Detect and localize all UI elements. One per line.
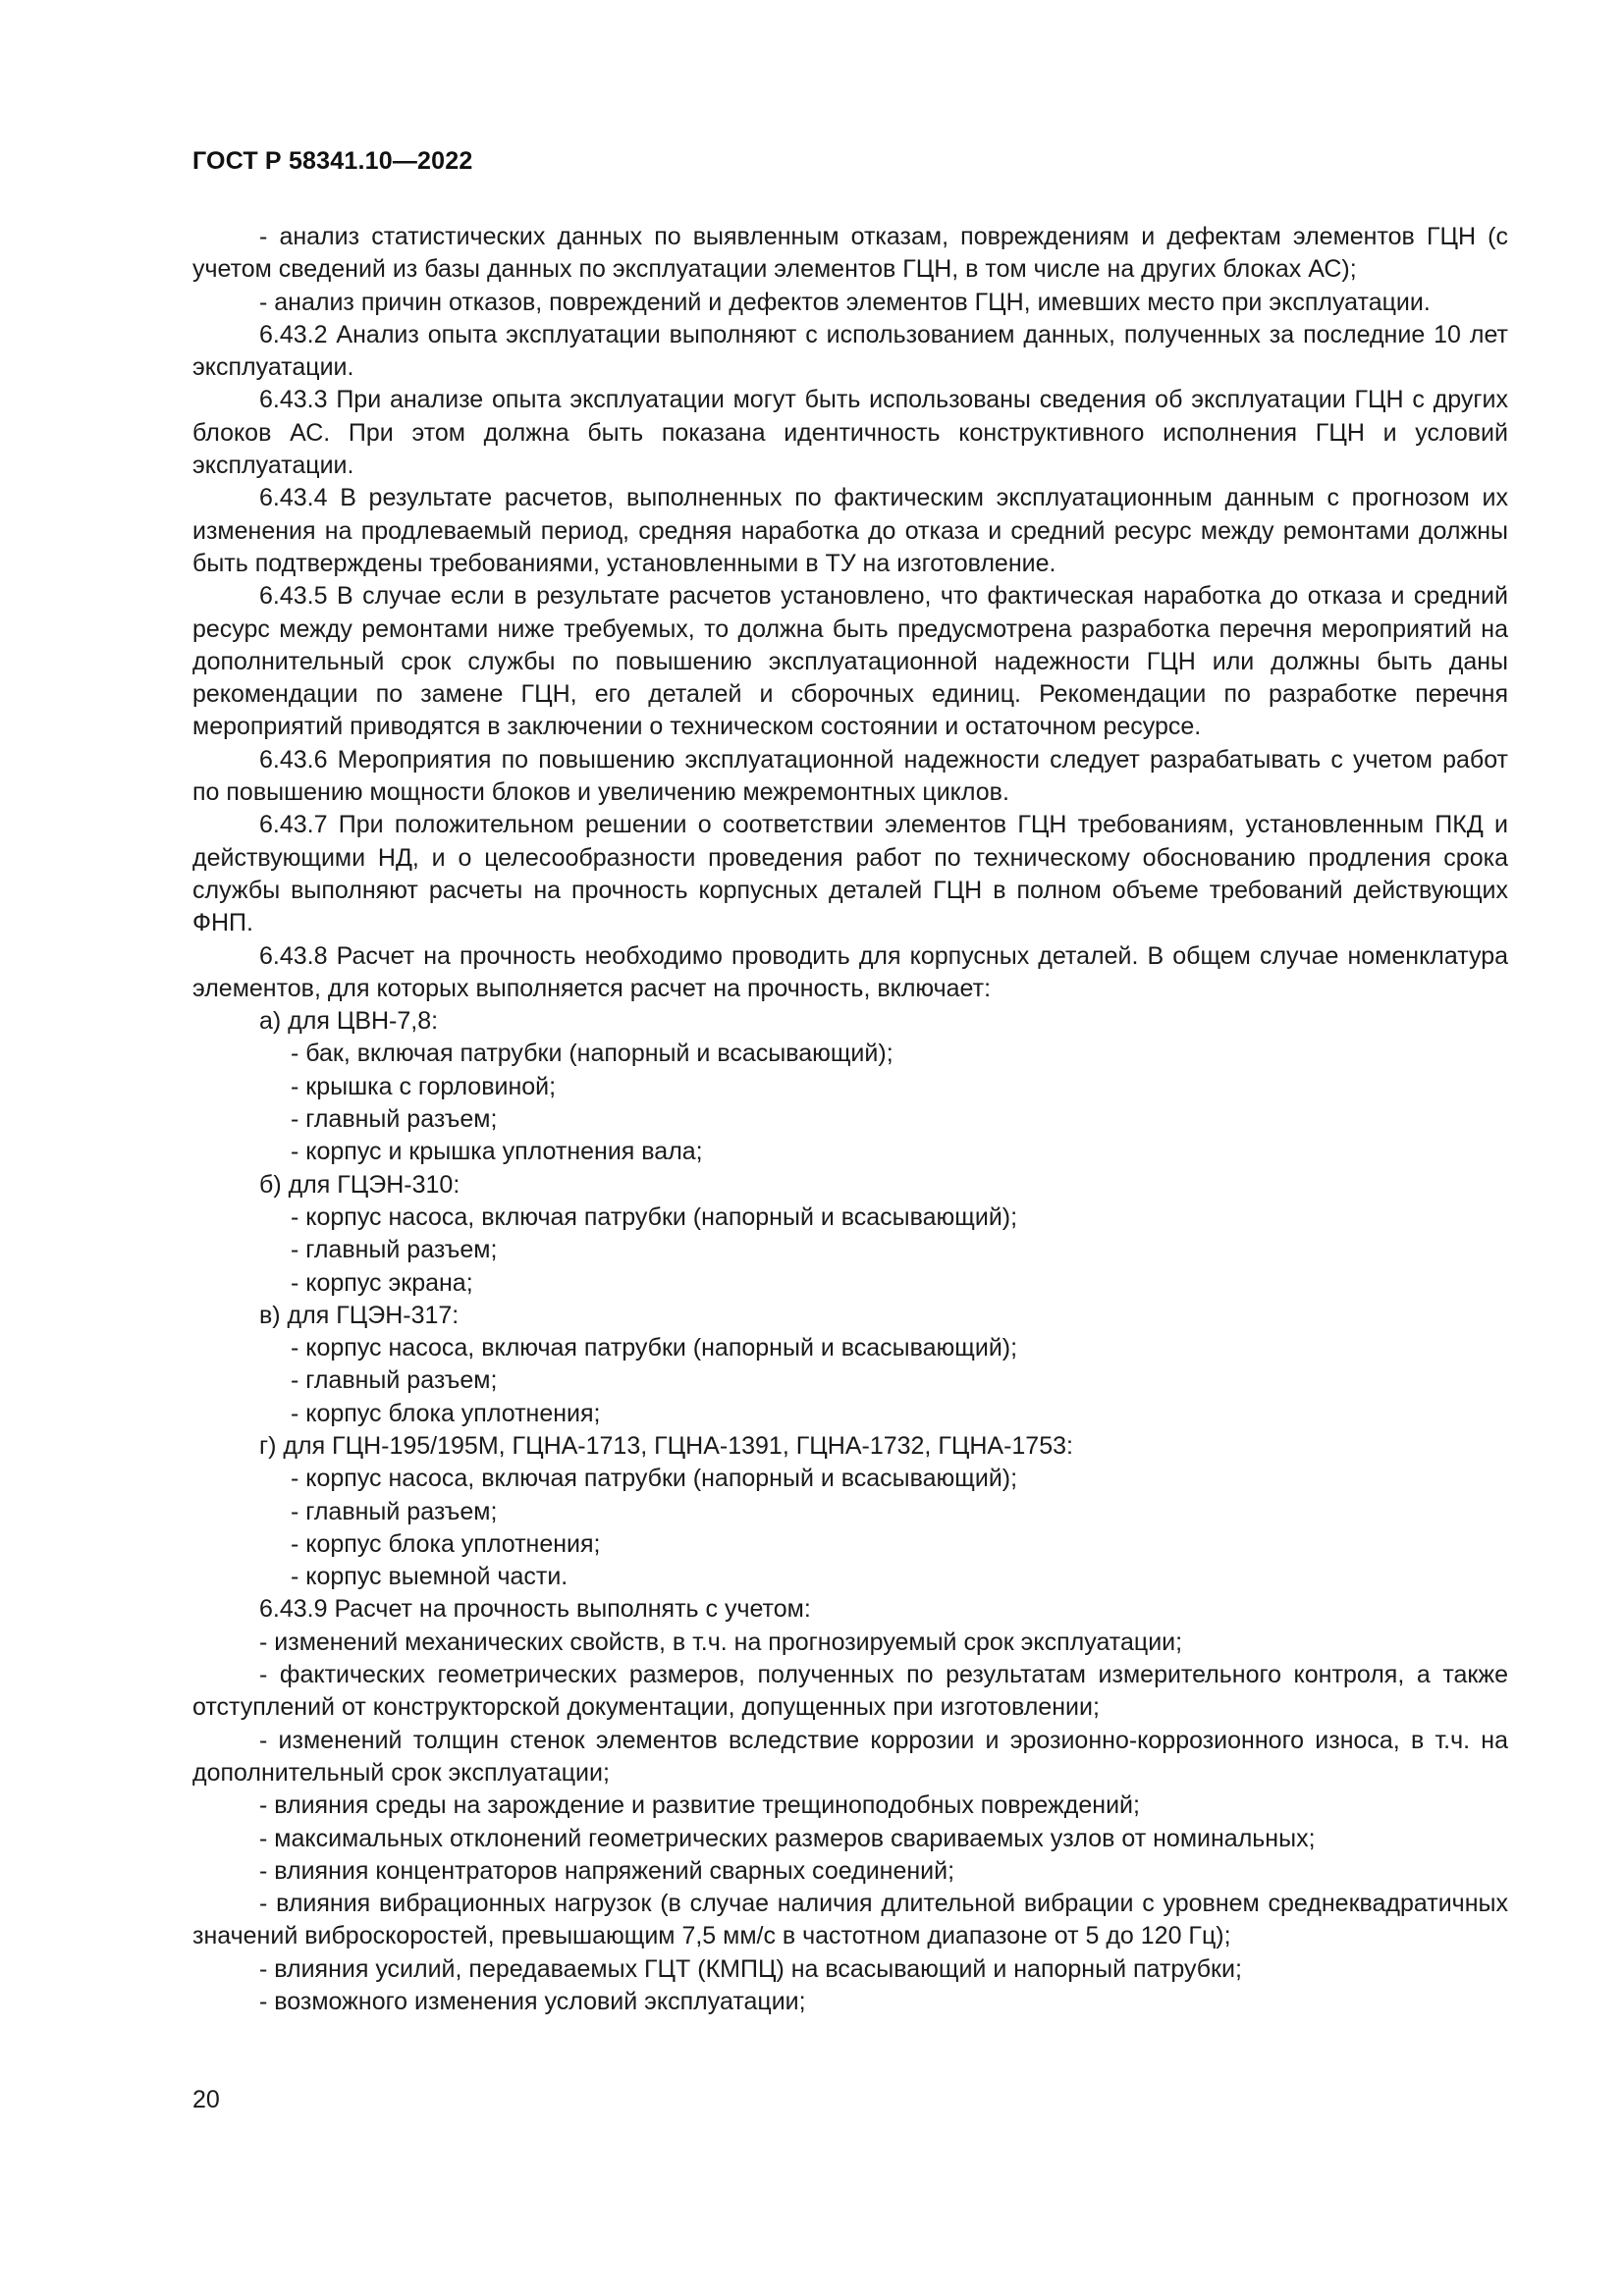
paragraph: 6.43.6 Мероприятия по повышению эксплуатационной надежности следует разрабатывать с учетом работ по повышению мощности блоков и увеличению межремонтных циклов.: [192, 745, 1508, 807]
paragraph: 6.43.9 Расчет на прочность выполнять с учетом:: [259, 1595, 811, 1624]
paragraph: - возможного изменения условий эксплуатации;: [259, 1988, 806, 2016]
document-body: [192, 221, 1508, 2018]
list-item: - корпус блока уплотнения;: [291, 1529, 601, 1558]
list-item: - корпус выемной части.: [291, 1563, 568, 1591]
list-item: - корпус и крышка уплотнения вала;: [291, 1138, 703, 1166]
paragraph: 6.43.2 Анализ опыта эксплуатации выполняют с использованием данных, полученных за последние 10 лет эксплуатации.: [192, 320, 1508, 382]
list-item: - главный разъем;: [291, 1366, 498, 1395]
list-item: - главный разъем;: [291, 1236, 498, 1264]
document-header: ГОСТ Р 58341.10—2022: [192, 147, 473, 175]
paragraph: - фактических геометрических размеров, полученных по результатам измерительного контроля, а также отступлений от конструкторской документации, допущенных при изготовлении;: [192, 1661, 1508, 1722]
paragraph: 6.43.3 При анализе опыта эксплуатации могут быть использованы сведения об эксплуатации ГЦН с других блоков АС. При этом должна быть показана идентичность конструктивного исполнения ГЦН и условий эксплуатации.: [192, 386, 1508, 480]
paragraph: 6.43.7 При положительном решении о соответствии элементов ГЦН требованиям, установленным ПКД и действующими НД, и о целесообразности проведения работ по техническому обоснованию продления срока службы выполняют расчеты на прочность корпусных деталей ГЦН в полном объеме требований действующих ФНП.: [192, 811, 1508, 937]
list-heading: б) для ГЦЭН-310:: [259, 1170, 460, 1199]
paragraph: - влияния концентраторов напряжений сварных соединений;: [259, 1856, 955, 1885]
paragraph: - влияния среды на зарождение и развитие трещиноподобных повреждений;: [259, 1791, 1140, 1820]
paragraph: - влияния вибрационных нагрузок (в случае наличия длительной вибрации с уровнем среднеквадратичных значений виброскоростей, превышающим 7,5 мм/с в частотном диапазоне от 5 до 120 Гц);: [192, 1890, 1508, 1950]
paragraph: - анализ статистических данных по выявленным отказам, повреждениям и дефектам элементов ГЦН (с учетом сведений из базы данных по эксплуатации элементов ГЦН, в том числе на других блоках АС);: [192, 223, 1508, 284]
list-heading: в) для ГЦЭН-317:: [259, 1301, 460, 1329]
list-heading: г) для ГЦН-195/195М, ГЦНА-1713, ГЦНА-1391, ГЦНА-1732, ГЦНА-1753:: [259, 1431, 1073, 1460]
list-item: - бак, включая патрубки (напорный и всасывающий);: [291, 1040, 893, 1068]
paragraph: - изменений механических свойств, в т.ч. на прогнозируемый срок эксплуатации;: [259, 1628, 1183, 1656]
paragraph: 6.43.8 Расчет на прочность необходимо проводить для корпусных деталей. В общем случае номенклатура элементов, для которых выполняется расчет на прочность, включает:: [192, 941, 1508, 1002]
list-item: - корпус насоса, включая патрубки (напорный и всасывающий);: [291, 1465, 1018, 1493]
list-item: - главный разъем;: [291, 1497, 498, 1525]
paragraph: - анализ причин отказов, повреждений и дефектов элементов ГЦН, имевших место при эксплуатации.: [259, 288, 1431, 316]
paragraph: - изменений толщин стенок элементов вследствие коррозии и эрозионно-коррозионного износа, в т.ч. на дополнительный срок эксплуатации;: [192, 1726, 1508, 1787]
paragraph: 6.43.4 В результате расчетов, выполненных по фактическим эксплуатационным данным с прогнозом их изменения на продлеваемый период, средняя наработка до отказа и средний ресурс между ремонтами должны быть подтверждены требованиями, установленными в ТУ на изготовление.: [192, 484, 1508, 577]
list-item: - корпус блока уплотнения;: [291, 1399, 601, 1427]
list-item: - корпус насоса, включая патрубки (напорный и всасывающий);: [291, 1202, 1018, 1231]
paragraph: - влияния усилий, передаваемых ГЦТ (КМПЦ) на всасывающий и напорный патрубки;: [259, 1954, 1242, 1983]
paragraph: - максимальных отклонений геометрических размеров свариваемых узлов от номинальных;: [259, 1824, 1316, 1852]
list-item: - крышка с горловиной;: [291, 1072, 557, 1100]
list-heading: а) для ЦВН-7,8:: [259, 1007, 439, 1036]
list-item: - главный разъем;: [291, 1105, 498, 1134]
page-number: 20: [192, 2086, 220, 2113]
list-item: - корпус экрана;: [291, 1268, 473, 1297]
paragraph: 6.43.5 В случае если в результате расчетов установлено, что фактическая наработка до отказа и средний ресурс между ремонтами ниже требуемых, то должна быть предусмотрена разработка перечня мероприятий на дополнительный срок службы по повышению эксплуатационной надежности ГЦН или должны быть даны рекомендации по замене ГЦН, его деталей и сборочных единиц. Рекомендации по разработке перечня мероприятий приводятся в заключении о техническом состоянии и остаточном ресурсе.: [192, 582, 1508, 741]
list-item: - корпус насоса, включая патрубки (напорный и всасывающий);: [291, 1334, 1018, 1362]
